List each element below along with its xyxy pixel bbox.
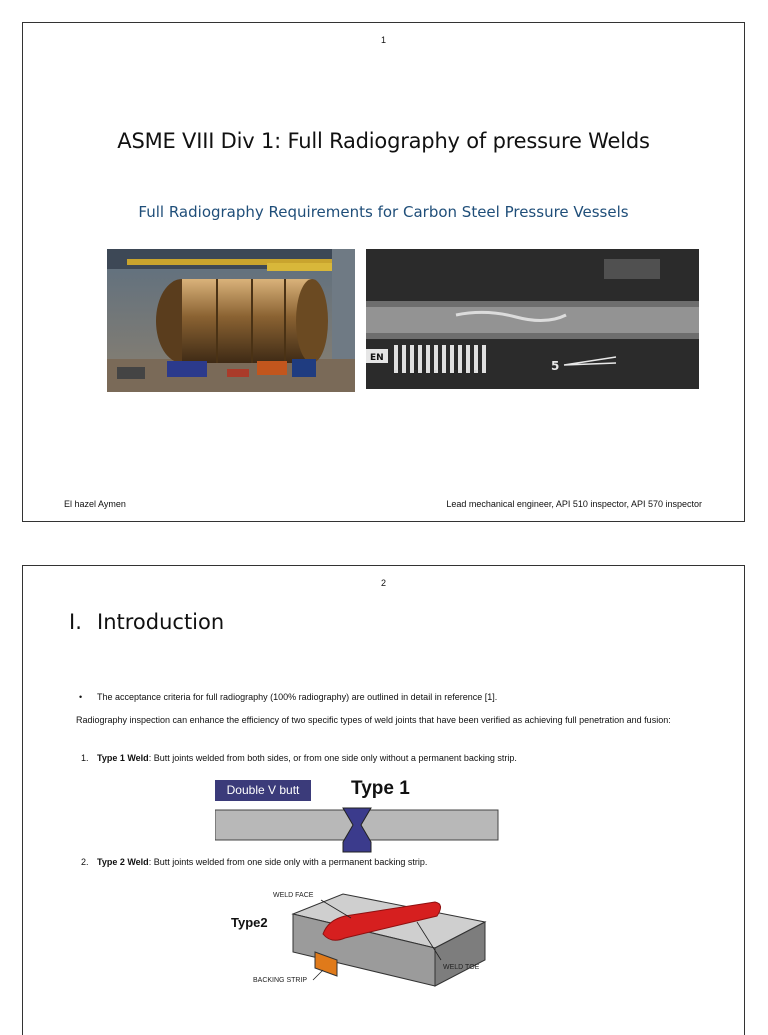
page-number: 1: [380, 35, 386, 45]
author-name: El hazel Aymen: [64, 499, 126, 509]
section-title: Introduction: [97, 610, 225, 634]
intro-paragraph: Radiography inspection can enhance the efficiency of two specific types of weld joints that have been verified as achieving full penetration and fusion:: [76, 715, 671, 725]
pressure-vessel-photo: [107, 249, 355, 392]
bullet-item: [79, 692, 497, 702]
slide-page-1: [22, 22, 745, 522]
list-text: : Butt joints welded from one side only with a permanent backing strip.: [148, 857, 428, 867]
radiograph-mark-left: EN: [370, 353, 384, 363]
weld-toe-label: WELD TOE: [443, 964, 480, 971]
list-item-type1: [81, 753, 517, 763]
backing-strip-label: BACKING STRIP: [253, 977, 308, 984]
page-number: 2: [380, 578, 386, 588]
type2-label: Type2: [231, 915, 268, 930]
list-item-type2: [81, 857, 427, 867]
page-title: ASME VIII Div 1: Full Radiography of pressure Welds: [117, 129, 650, 153]
list-number: 2.: [81, 857, 89, 867]
double-v-butt-diagram: [215, 806, 500, 856]
list-term: Type 2 Weld: [97, 857, 149, 867]
slide-page-2: [22, 565, 745, 1035]
list-number: 1.: [81, 753, 89, 763]
section-heading: [69, 610, 224, 634]
section-number: I.: [69, 610, 82, 634]
type2-weld-figure: [223, 882, 493, 994]
radiograph-film-image: [366, 249, 699, 389]
bullet-text: The acceptance criteria for full radiography (100% radiography) are outlined in detail in reference [1].: [97, 692, 498, 702]
page-subtitle: Full Radiography Requirements for Carbon Steel Pressure Vessels: [138, 203, 629, 221]
double-v-butt-label: Double V butt: [215, 780, 311, 801]
author-credentials: Lead mechanical engineer, API 510 inspector, API 570 inspector: [446, 499, 702, 509]
list-term: Type 1 Weld: [97, 753, 149, 763]
bullet-icon: •: [79, 692, 83, 702]
type1-weld-figure: [215, 778, 500, 856]
type1-label: Type 1: [351, 778, 410, 799]
weld-face-label: WELD FACE: [273, 892, 314, 899]
list-text: : Butt joints welded from both sides, or from one side only without a permanent backing strip.: [148, 753, 517, 763]
radiograph-mark-right: 5: [551, 359, 560, 373]
